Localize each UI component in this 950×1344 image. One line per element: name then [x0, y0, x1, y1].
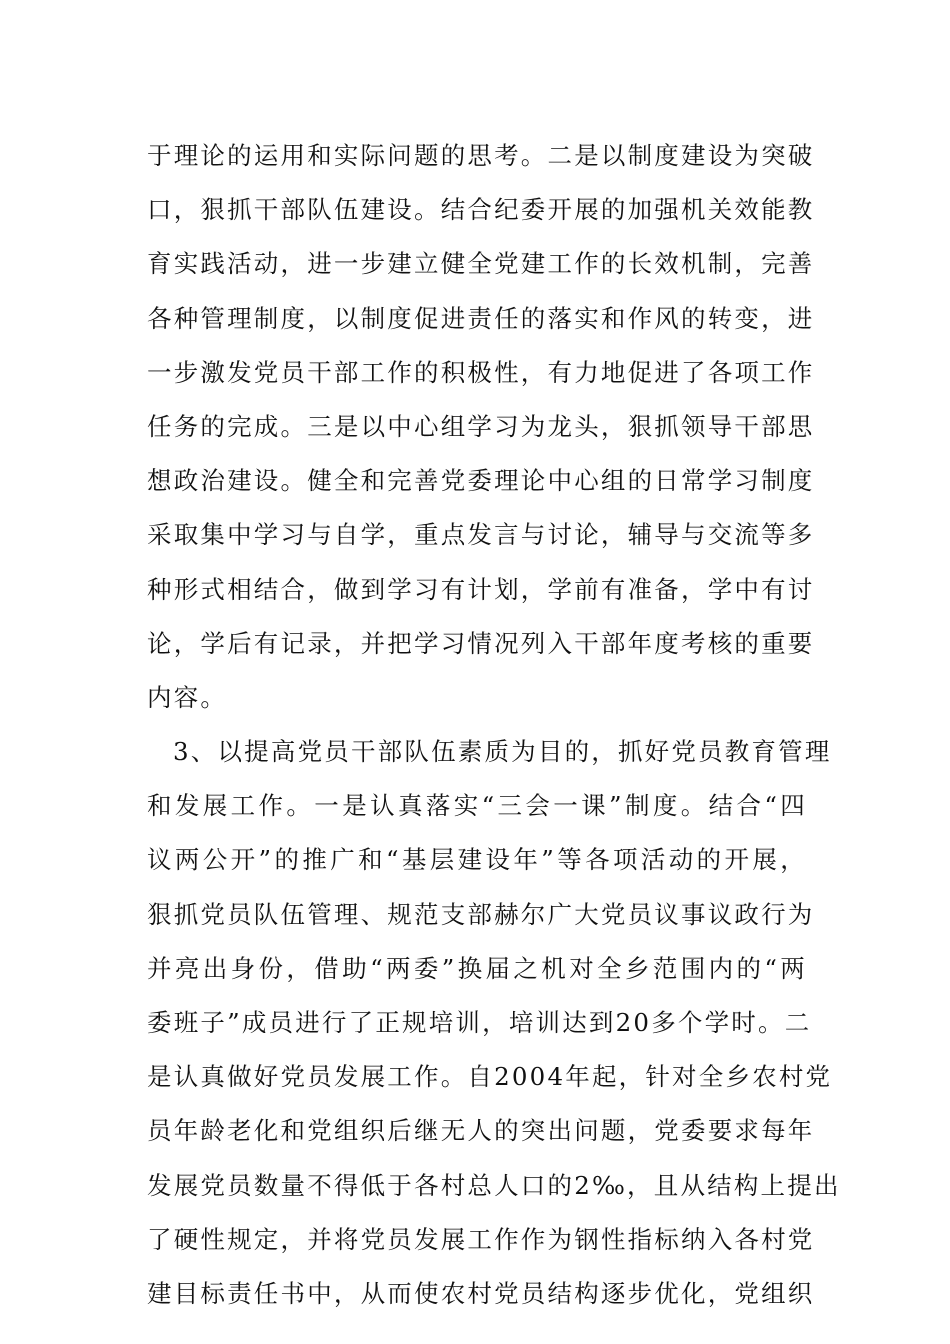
text-line: 各种管理制度，以制度促进责任的落实和作风的转变，进	[147, 303, 815, 333]
text-line: 委班子”成员进行了正规培训，培训达到20多个学时。二	[147, 1008, 812, 1037]
text-line: 采取集中学习与自学，重点发言与讨论，辅导与交流等多	[147, 520, 815, 550]
text-line: 想政治建设。健全和完善党委理论中心组的日常学习制度	[147, 466, 815, 496]
text-line: 于理论的运用和实际问题的思考。二是以制度建设为突破	[147, 141, 815, 170]
text-line: 种形式相结合，做到学习有计划，学前有准备，学中有讨	[147, 574, 815, 604]
text-line: 和发展工作。一是认真落实“三会一课”制度。结合“四	[147, 791, 807, 821]
paragraph-start-line: 3、以提高党员干部队伍素质为目的，抓好党员教育管理	[173, 737, 832, 767]
text-line: 一步激发党员干部工作的积极性，有力地促进了各项工作	[147, 357, 815, 387]
text-line: 任务的完成。三是以中心组学习为龙头，狠抓领导干部思	[147, 411, 815, 441]
text-line: 发展党员数量不得低于各村总人口的2‰，且从结构上提出	[147, 1170, 841, 1200]
paragraph-end-line: 内容。	[147, 682, 228, 712]
text-line: 育实践活动，进一步建立健全党建工作的长效机制，完善	[147, 249, 815, 279]
body-text	[147, 129, 841, 1321]
text-line: 并亮出身份，借助“两委”换届之机对全乡范围内的“两	[147, 953, 807, 983]
text-line: 建目标责任书中，从而使农村党员结构逐步优化，党组织	[147, 1278, 815, 1308]
text-line: 论，学后有记录，并把学习情况列入干部年度考核的重要	[147, 628, 815, 658]
text-line: 口，狠抓干部队伍建设。结合纪委开展的加强机关效能教	[147, 195, 815, 225]
text-line: 是认真做好党员发展工作。自2004年起，针对全乡农村党	[147, 1062, 833, 1092]
text-line: 了硬性规定，并将党员发展工作作为钢性指标纳入各村党	[147, 1224, 815, 1254]
text-line: 议两公开”的推广和“基层建设年”等各项活动的开展，	[147, 845, 807, 875]
text-line: 员年龄老化和党组织后继无人的突出问题，党委要求每年	[147, 1116, 815, 1146]
text-line: 狠抓党员队伍管理、规范支部赫尔广大党员议事议政行为	[147, 899, 815, 929]
